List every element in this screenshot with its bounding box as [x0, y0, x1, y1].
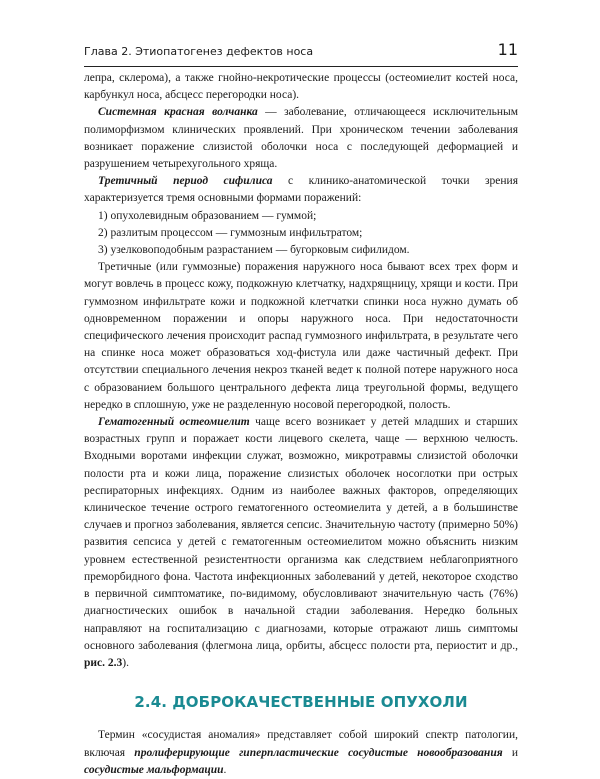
paragraph-syphilis [84, 173, 518, 207]
page-body [84, 70, 518, 779]
paragraph-gummous: Третичные (или гуммозные) поражения наружного носа бывают всех трех форм и могут вовлечь в процесс кожу, подкожную клетчатку, надхрящницу, хрящи и кости. При гуммозном инфильтрате кожи и подкожной клетчатки спинки носа нужно думать об одновременном поражении и опоры наружного носа. При недостаточности специфического лечения происходит распад гуммозного инфильтрата, в результате чего на спинке носа может образоваться ход-фистула или даже частичный дефект. При отсутствии специального лечения некроз тканей ведет к полной потере наружного носа с образованием большого центрального дефекта лица треугольной формы, ведущего нередко в сплошную, уже не разделенную носовой перегородкой, полость. [84, 261, 518, 411]
paragraph-osteomyelitis-tail: ). [122, 656, 129, 669]
section-heading: 2.4. ДОБРОКАЧЕСТВЕННЫЕ ОПУХОЛИ [134, 693, 468, 712]
chapter-title: Глава 2. Этиопатогенез дефектов носа [84, 45, 314, 58]
list-item: 1) опухолевидным образованием — гуммой; [98, 209, 317, 222]
paragraph-vascular [84, 727, 518, 779]
term-malformations: сосудистые мальформации [84, 763, 224, 776]
page-number: 11 [497, 40, 518, 59]
figure-reference: рис. 2.3 [84, 656, 123, 669]
list-item: 2) разлитым процессом — гуммозным инфильтратом; [98, 226, 363, 239]
paragraph-osteomyelitis [84, 414, 518, 672]
term-syphilis: Третичный период сифилиса [98, 175, 273, 188]
term-osteomyelitis: Гематогенный остеомиелит [98, 416, 250, 429]
list-item: 3) узелковоподобным разрастанием — бугорковым сифилидом. [98, 244, 410, 257]
term-proliferating: пролиферирующие гиперпластические сосудистые новообразования [134, 746, 503, 759]
paragraph-vascular-end: . [223, 763, 227, 776]
paragraph-vascular-lead: Термин «сосудистая аномалия» представляет собой широкий спектр патологии, включая [84, 729, 518, 759]
paragraph-lupus [84, 104, 518, 173]
paragraph-lupus-text: — заболевание, отличающееся исключительным полиморфизмом клинических проявлений. При хроническом течении заболевания возникает поражение слизистой оболочки носа с последующей деформацией и разрушением четырехугольного хряща. [84, 106, 519, 171]
paragraph-continuation: лепра, склерома), а также гнойно-некротические процессы (остеомиелит костей носа, карбункул носа, абсцесс перегородки носа). [84, 72, 518, 102]
running-header [84, 40, 518, 67]
term-lupus: Системная красная волчанка [98, 106, 258, 119]
paragraph-vascular-mid: и [502, 746, 518, 759]
paragraph-osteomyelitis-text: чаще всего возникает у детей младших и старших возрастных групп и поражает кости лицевого скелета, чаще — верхнюю челюсть. Входными воротами инфекции служат, возможно, микротравмы слизистой оболочки полости рта и кожи лица, поражение слизистых оболочек носоглотки при острых респираторных инфекциях. Одним из наиболее важных факторов, определяющих клиническое течение острого гематогенного остеомиелита у детей, а в большинстве случаев и прогноз заболевания, является сепсис. Значительную частоту (примерно 50%) развития сепсиса у детей с гематогенным остеомиелитом можно объяснить низким уровнем естественной резистентности организма как следствием неблагоприятного преморбидного фона. Частота инфекционных заболеваний у детей, некоторое сходство в первичной симптоматике, по-видимому, обусловливают значительную часть (76%) диагностических ошибок в начальной стадии заболевания. Нередко больных направляют на госпитализацию с диагнозами, которые отражают лишь симптомы основного заболевания (флегмона лица, орбиты, абсцесс полости рта, периостит и др., [84, 416, 518, 652]
paragraph-syphilis-text: с клинико-анатомической точки зрения характеризуется тремя основными формами поражений: [84, 175, 518, 205]
